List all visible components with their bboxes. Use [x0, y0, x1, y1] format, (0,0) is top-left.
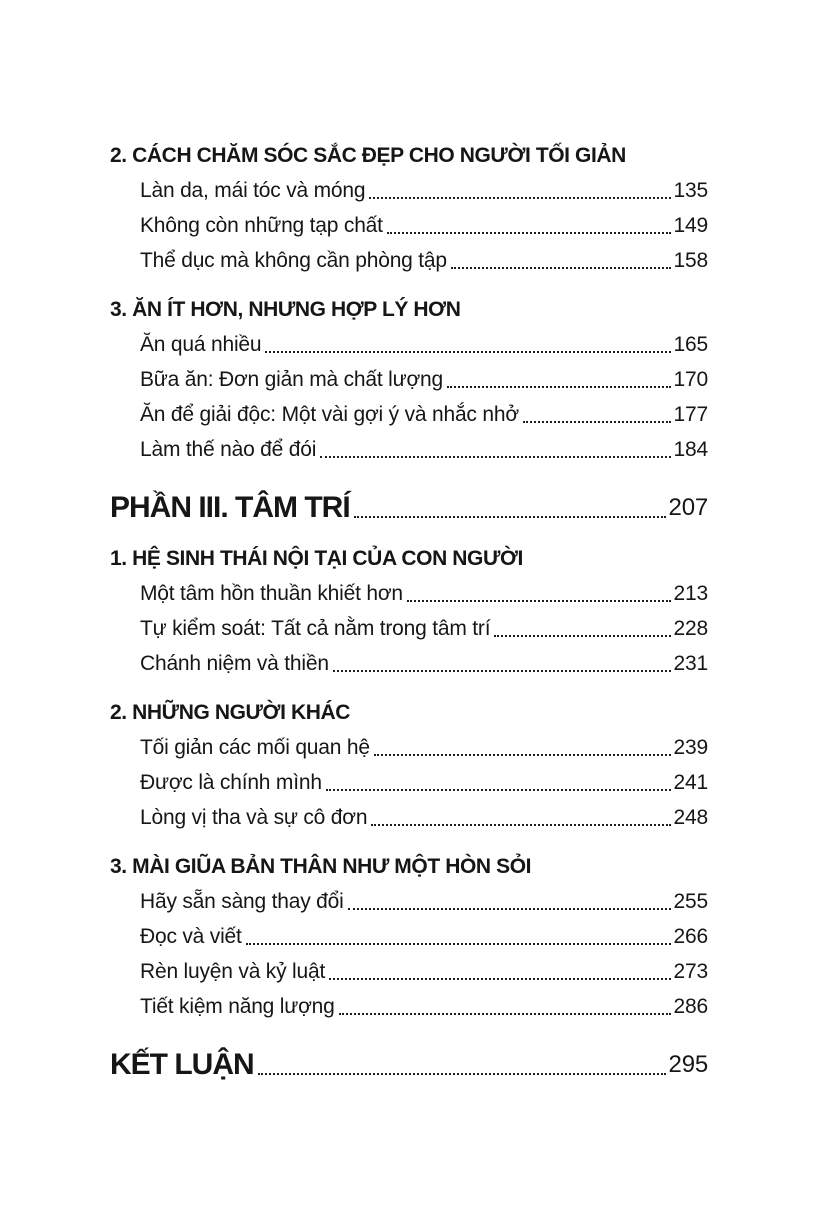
- entry-title: Một tâm hồn thuần khiết hơn: [140, 582, 403, 605]
- toc-entry: [110, 327, 708, 362]
- dot-leader: [369, 197, 670, 199]
- entry-page-number: 149: [673, 214, 708, 237]
- part-heading-row-conclusion: [110, 1044, 708, 1086]
- dot-leader: [348, 908, 671, 910]
- dot-leader: [374, 754, 671, 756]
- dot-leader: [329, 978, 670, 980]
- entry-title: Tối giản các mối quan hệ: [140, 736, 370, 759]
- toc-entry: [110, 989, 708, 1024]
- toc-section-inner-ecosystem: [110, 541, 708, 681]
- toc-section-polish-yourself: [110, 849, 708, 1024]
- toc-section-eating: [110, 292, 708, 467]
- entry-title: Ăn để giải độc: Một vài gợi ý và nhắc nhở: [140, 403, 519, 426]
- toc-entry: [110, 919, 708, 954]
- entry-title: Làn da, mái tóc và móng: [140, 179, 366, 202]
- dot-leader: [258, 1073, 666, 1075]
- entry-page-number: 248: [673, 806, 708, 829]
- section-heading: 2. CÁCH CHĂM SÓC SẮC ĐẸP CHO NGƯỜI TỐI GIẢN: [110, 144, 626, 167]
- toc-entry: [110, 884, 708, 919]
- toc-entry: [110, 208, 708, 243]
- entry-title: Đọc và viết: [140, 925, 242, 948]
- entry-page-number: 266: [673, 925, 708, 948]
- entry-title: Hãy sẵn sàng thay đổi: [140, 890, 344, 913]
- toc-section-other-people: [110, 695, 708, 835]
- entry-title: Chánh niệm và thiền: [140, 652, 329, 675]
- toc-entry: [110, 611, 708, 646]
- entry-page-number: 273: [673, 960, 708, 983]
- entry-page-number: 170: [673, 368, 708, 391]
- part-page-number: 207: [668, 494, 708, 521]
- entry-page-number: 241: [673, 771, 708, 794]
- part-title: PHẦN III. TÂM TRÍ: [110, 491, 350, 524]
- dot-leader: [354, 516, 666, 518]
- toc-section-beauty: [110, 138, 708, 278]
- toc-entry: [110, 243, 708, 278]
- part-page-number: 295: [668, 1051, 708, 1078]
- entry-title: Tiết kiệm năng lượng: [140, 995, 335, 1018]
- entry-page-number: 158: [673, 249, 708, 272]
- dot-leader: [333, 670, 671, 672]
- dot-leader: [339, 1013, 671, 1015]
- dot-leader: [494, 635, 670, 637]
- toc-entry: [110, 397, 708, 432]
- toc-entry: [110, 362, 708, 397]
- dot-leader: [451, 267, 671, 269]
- section-heading: 3. ĂN ÍT HƠN, NHƯNG HỢP LÝ HƠN: [110, 298, 461, 321]
- entry-title: Ăn quá nhiều: [140, 333, 262, 356]
- entry-page-number: 228: [673, 617, 708, 640]
- dot-leader: [265, 351, 670, 353]
- entry-title: Không còn những tạp chất: [140, 214, 383, 237]
- entry-page-number: 165: [673, 333, 708, 356]
- entry-title: Được là chính mình: [140, 771, 322, 794]
- dot-leader: [320, 456, 670, 458]
- section-heading: 3. MÀI GIŨA BẢN THÂN NHƯ MỘT HÒN SỎI: [110, 855, 532, 878]
- toc-entry: [110, 646, 708, 681]
- dot-leader: [246, 943, 671, 945]
- part-title: KẾT LUẬN: [110, 1048, 254, 1081]
- toc-entry: [110, 173, 708, 208]
- toc-entry: [110, 576, 708, 611]
- dot-leader: [326, 789, 671, 791]
- entry-page-number: 231: [673, 652, 708, 675]
- entry-title: Bữa ăn: Đơn giản mà chất lượng: [140, 368, 443, 391]
- entry-page-number: 286: [673, 995, 708, 1018]
- toc-entry: [110, 765, 708, 800]
- entry-page-number: 184: [673, 438, 708, 461]
- entry-title: Rèn luyện và kỷ luật: [140, 960, 326, 983]
- entry-title: Lòng vị tha và sự cô đơn: [140, 806, 368, 829]
- part-heading-row-part3: [110, 487, 708, 529]
- entry-title: Thể dục mà không cần phòng tập: [140, 249, 447, 272]
- dot-leader: [523, 421, 671, 423]
- toc-entry: [110, 432, 708, 467]
- dot-leader: [387, 232, 671, 234]
- dot-leader: [407, 600, 671, 602]
- entry-page-number: 135: [673, 179, 708, 202]
- entry-title: Tự kiểm soát: Tất cả nằm trong tâm trí: [140, 617, 491, 640]
- dot-leader: [371, 824, 670, 826]
- entry-title: Làm thế nào để đói: [140, 438, 317, 461]
- entry-page-number: 255: [673, 890, 708, 913]
- section-heading: 2. NHỮNG NGƯỜI KHÁC: [110, 701, 351, 724]
- dot-leader: [447, 386, 671, 388]
- entry-page-number: 239: [673, 736, 708, 759]
- toc-entry: [110, 730, 708, 765]
- entry-page-number: 213: [673, 582, 708, 605]
- toc-entry: [110, 800, 708, 835]
- toc-entry: [110, 954, 708, 989]
- section-heading: 1. HỆ SINH THÁI NỘI TẠI CỦA CON NGƯỜI: [110, 547, 523, 570]
- entry-page-number: 177: [673, 403, 708, 426]
